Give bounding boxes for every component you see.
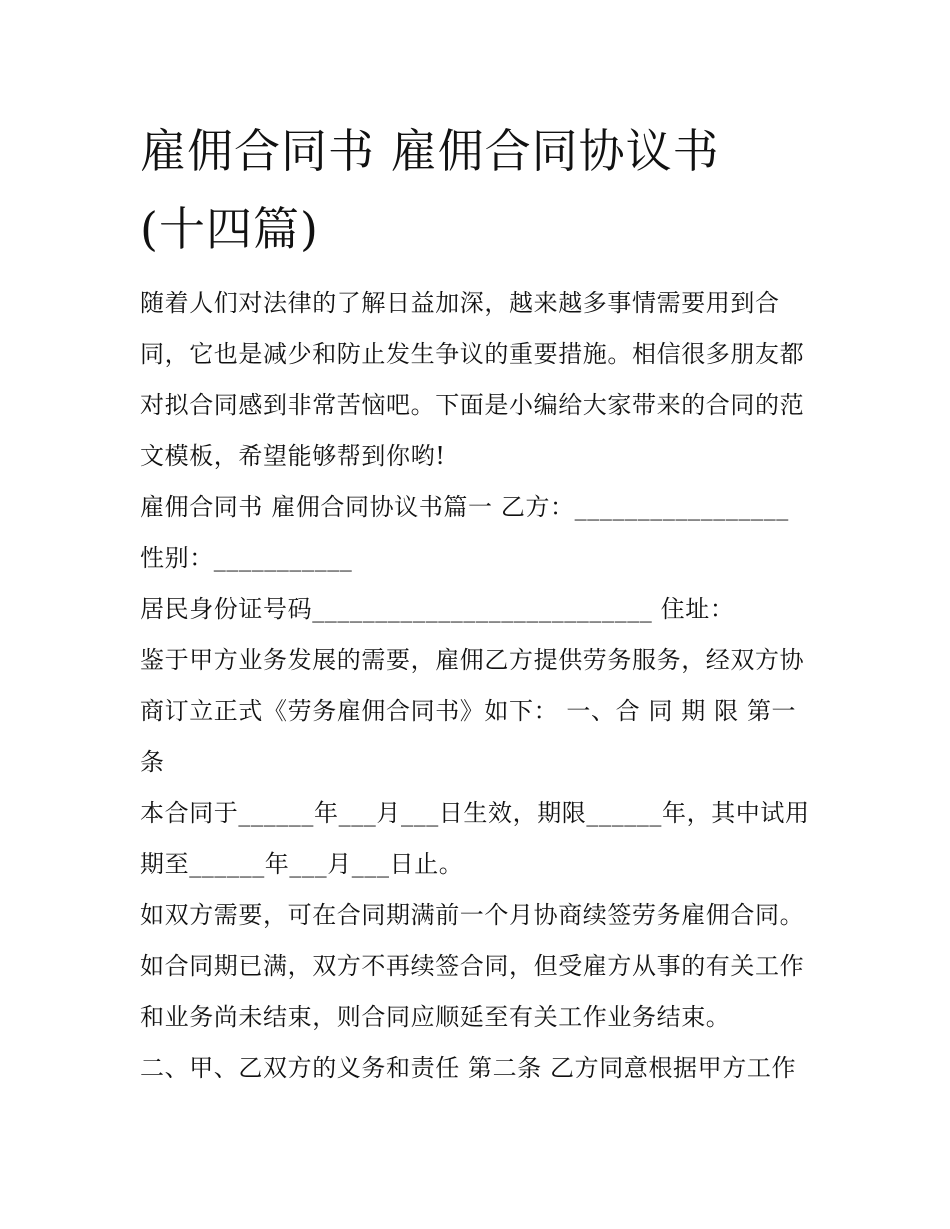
- document-body: [140, 278, 830, 1094]
- body-line: 商订立正式《劳务雇佣合同书》如下： 一、合 同 期 限 第一: [140, 697, 797, 725]
- title-line: (十四篇): [140, 202, 319, 256]
- body-line: 随着人们对法律的了解日益加深，越来越多事情需要用到合: [140, 289, 780, 317]
- body-line: 条: [140, 748, 165, 776]
- body-line: 文模板，希望能够帮到你哟!: [140, 442, 446, 470]
- document-title: [140, 112, 830, 268]
- body-line: 如双方需要，可在合同期满前一个月协商续签劳务雇佣合同。: [140, 901, 805, 929]
- body-line: 鉴于甲方业务发展的需要，雇佣乙方提供劳务服务，经双方协: [140, 646, 805, 674]
- body-line: 同，它也是减少和防止发生争议的重要措施。相信很多朋友都: [140, 340, 805, 368]
- body-line: 和业务尚未结束，则合同应顺延至有关工作业务结束。: [140, 1003, 731, 1031]
- body-line: 对拟合同感到非常苦恼吧。下面是小编给大家带来的合同的范: [140, 391, 805, 419]
- body-line: 性别：___________: [140, 544, 353, 572]
- body-line: 雇佣合同书 雇佣合同协议书篇一 乙方：_________________: [140, 493, 789, 521]
- title-line: 雇佣合同书 雇佣合同协议书: [140, 124, 720, 178]
- body-line: 本合同于______年___月___日生效，期限______年，其中试用: [140, 799, 810, 827]
- body-line: 二、甲、乙双方的义务和责任 第二条 乙方同意根据甲方工作: [140, 1054, 797, 1082]
- body-line: 居民身份证号码___________________________ 住址：: [140, 595, 735, 623]
- body-line: 如合同期已满，双方不再续签合同，但受雇方从事的有关工作: [140, 952, 805, 980]
- body-line: 期至______年___月___日止。: [140, 850, 464, 878]
